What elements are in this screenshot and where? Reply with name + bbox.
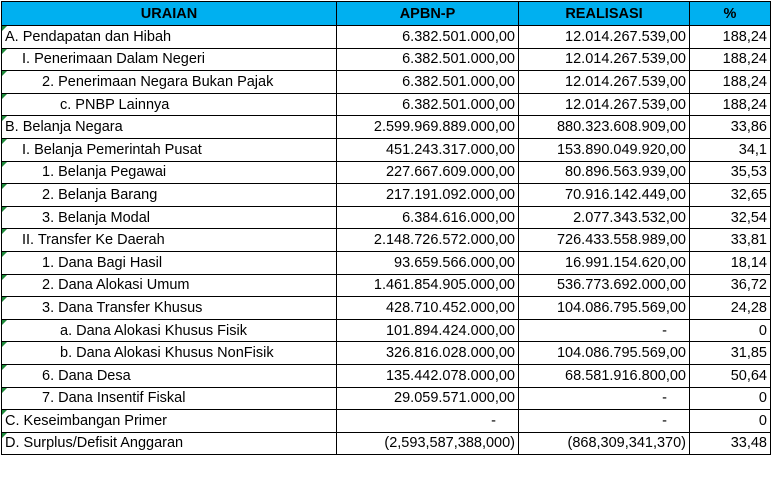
table-row <box>2 48 771 71</box>
cell-apbn[interactable]: 135.442.078.000,00 <box>337 364 519 387</box>
cell-uraian[interactable]: 2. Penerimaan Negara Bukan Pajak <box>2 71 337 94</box>
cell-pct[interactable]: 188,24 <box>690 26 771 49</box>
cell-apbn[interactable]: 6.382.501.000,00 <box>337 93 519 116</box>
table-row <box>2 410 771 433</box>
cell-pct[interactable]: 24,28 <box>690 297 771 320</box>
header-apbn[interactable]: APBN-P <box>337 2 519 26</box>
cell-realisasi[interactable]: - <box>519 319 690 342</box>
cell-realisasi[interactable]: 12.014.267.539,00 <box>519 71 690 94</box>
cell-uraian[interactable]: 2. Belanja Barang <box>2 184 337 207</box>
table-row <box>2 138 771 161</box>
cell-pct[interactable]: 188,24 <box>690 93 771 116</box>
cell-realisasi[interactable]: 16.991.154.620,00 <box>519 251 690 274</box>
cell-uraian[interactable]: 3. Dana Transfer Khusus <box>2 297 337 320</box>
cell-uraian[interactable]: 1. Belanja Pegawai <box>2 161 337 184</box>
cell-apbn[interactable]: 2.599.969.889.000,00 <box>337 116 519 139</box>
header-pct[interactable]: % <box>690 2 771 26</box>
cell-realisasi[interactable]: 104.086.795.569,00 <box>519 297 690 320</box>
cell-realisasi[interactable]: - <box>519 387 690 410</box>
cell-uraian[interactable]: B. Belanja Negara <box>2 116 337 139</box>
cell-uraian[interactable]: 3. Belanja Modal <box>2 206 337 229</box>
table-row <box>2 229 771 252</box>
cell-apbn[interactable]: 217.191.092.000,00 <box>337 184 519 207</box>
cell-uraian[interactable]: 7. Dana Insentif Fiskal <box>2 387 337 410</box>
cell-realisasi[interactable]: 12.014.267.539,00 <box>519 26 690 49</box>
table-row <box>2 274 771 297</box>
table-row <box>2 93 771 116</box>
cell-pct[interactable]: 34,1 <box>690 138 771 161</box>
cell-realisasi[interactable]: - <box>519 410 690 433</box>
table-row <box>2 342 771 365</box>
table-row <box>2 432 771 455</box>
cell-apbn[interactable]: 93.659.566.000,00 <box>337 251 519 274</box>
cell-apbn[interactable]: (2,593,587,388,000) <box>337 432 519 455</box>
cell-pct[interactable]: 36,72 <box>690 274 771 297</box>
table-row <box>2 297 771 320</box>
cell-pct[interactable]: 0 <box>690 387 771 410</box>
table-row <box>2 116 771 139</box>
cell-apbn[interactable]: 6.382.501.000,00 <box>337 26 519 49</box>
cell-realisasi[interactable]: 104.086.795.569,00 <box>519 342 690 365</box>
cell-pct[interactable]: 32,54 <box>690 206 771 229</box>
cell-realisasi[interactable]: 68.581.916.800,00 <box>519 364 690 387</box>
cell-apbn[interactable]: 326.816.028.000,00 <box>337 342 519 365</box>
cell-apbn[interactable]: 428.710.452.000,00 <box>337 297 519 320</box>
cell-realisasi[interactable]: 2.077.343.532,00 <box>519 206 690 229</box>
cell-pct[interactable]: 0 <box>690 319 771 342</box>
cell-pct[interactable]: 33,81 <box>690 229 771 252</box>
cell-apbn[interactable]: 227.667.609.000,00 <box>337 161 519 184</box>
header-uraian[interactable]: URAIAN <box>2 2 337 26</box>
cell-pct[interactable]: 188,24 <box>690 48 771 71</box>
cell-pct[interactable]: 18,14 <box>690 251 771 274</box>
cell-uraian[interactable]: I. Belanja Pemerintah Pusat <box>2 138 337 161</box>
cell-apbn[interactable]: 2.148.726.572.000,00 <box>337 229 519 252</box>
cell-uraian[interactable]: b. Dana Alokasi Khusus NonFisik <box>2 342 337 365</box>
cell-realisasi[interactable]: 153.890.049.920,00 <box>519 138 690 161</box>
header-row <box>2 2 771 26</box>
table-row <box>2 184 771 207</box>
cell-uraian[interactable]: C. Keseimbangan Primer <box>2 410 337 433</box>
cell-pct[interactable]: 33,86 <box>690 116 771 139</box>
cell-uraian[interactable]: 2. Dana Alokasi Umum <box>2 274 337 297</box>
cell-apbn[interactable]: 6.382.501.000,00 <box>337 71 519 94</box>
cell-realisasi[interactable]: 12.014.267.539,00 <box>519 48 690 71</box>
cell-pct[interactable]: 50,64 <box>690 364 771 387</box>
cell-uraian[interactable]: 1. Dana Bagi Hasil <box>2 251 337 274</box>
table-row <box>2 71 771 94</box>
cell-realisasi[interactable]: (868,309,341,370) <box>519 432 690 455</box>
cell-uraian[interactable]: a. Dana Alokasi Khusus Fisik <box>2 319 337 342</box>
budget-table <box>1 1 771 455</box>
cell-apbn[interactable]: 101.894.424.000,00 <box>337 319 519 342</box>
cell-uraian[interactable]: II. Transfer Ke Daerah <box>2 229 337 252</box>
table-row <box>2 26 771 49</box>
cell-uraian[interactable]: c. PNBP Lainnya <box>2 93 337 116</box>
cell-pct[interactable]: 188,24 <box>690 71 771 94</box>
table-row <box>2 364 771 387</box>
table-row <box>2 161 771 184</box>
cell-realisasi[interactable]: 536.773.692.000,00 <box>519 274 690 297</box>
cell-uraian[interactable]: 6. Dana Desa <box>2 364 337 387</box>
header-realisasi[interactable]: REALISASI <box>519 2 690 26</box>
table-row <box>2 387 771 410</box>
cell-apbn[interactable]: 6.384.616.000,00 <box>337 206 519 229</box>
cell-uraian[interactable]: D. Surplus/Defisit Anggaran <box>2 432 337 455</box>
cell-pct[interactable]: 35,53 <box>690 161 771 184</box>
cell-realisasi[interactable]: 12.014.267.539,00 <box>519 93 690 116</box>
cell-pct[interactable]: 0 <box>690 410 771 433</box>
cell-apbn[interactable]: 1.461.854.905.000,00 <box>337 274 519 297</box>
table-row <box>2 206 771 229</box>
cell-uraian[interactable]: A. Pendapatan dan Hibah <box>2 26 337 49</box>
table-row <box>2 319 771 342</box>
cell-uraian[interactable]: I. Penerimaan Dalam Negeri <box>2 48 337 71</box>
cell-apbn[interactable]: 451.243.317.000,00 <box>337 138 519 161</box>
cell-apbn[interactable]: - <box>337 410 519 433</box>
cell-apbn[interactable]: 6.382.501.000,00 <box>337 48 519 71</box>
cell-realisasi[interactable]: 80.896.563.939,00 <box>519 161 690 184</box>
cell-pct[interactable]: 31,85 <box>690 342 771 365</box>
cell-pct[interactable]: 33,48 <box>690 432 771 455</box>
cell-apbn[interactable]: 29.059.571.000,00 <box>337 387 519 410</box>
table-row <box>2 251 771 274</box>
cell-pct[interactable]: 32,65 <box>690 184 771 207</box>
cell-realisasi[interactable]: 726.433.558.989,00 <box>519 229 690 252</box>
cell-realisasi[interactable]: 70.916.142.449,00 <box>519 184 690 207</box>
cell-realisasi[interactable]: 880.323.608.909,00 <box>519 116 690 139</box>
